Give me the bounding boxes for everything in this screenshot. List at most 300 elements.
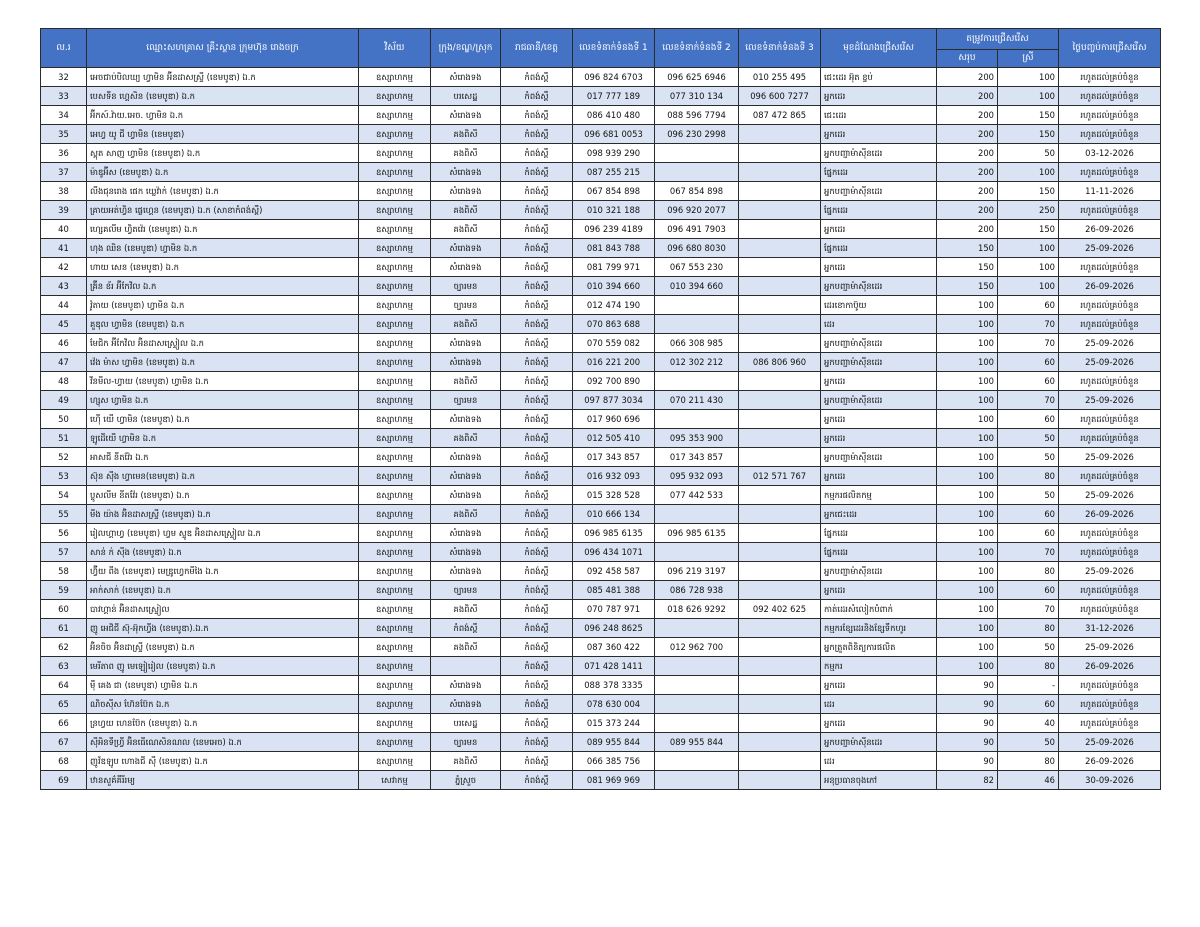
total-count-cell: 90 (937, 714, 998, 733)
sector-cell: ឧស្សាហកម្ម (359, 163, 431, 182)
position-cell: អ្នកដេរ (821, 87, 937, 106)
position-cell: អ្នកដេរ (821, 714, 937, 733)
sector-cell: ឧស្សាហកម្ម (359, 505, 431, 524)
row-number-cell: 38 (41, 182, 87, 201)
table-row (41, 714, 1161, 733)
row-number-cell: 44 (41, 296, 87, 315)
district-cell: សំរោងទង (431, 486, 501, 505)
sector-cell: ឧស្សាហកម្ម (359, 676, 431, 695)
province-cell: កំពង់ស្ពឺ (501, 258, 573, 277)
sector-cell: ឧស្សាហកម្ម (359, 733, 431, 752)
position-cell: អ្នកដេរ (821, 429, 937, 448)
province-cell: កំពង់ស្ពឺ (501, 201, 573, 220)
female-count-cell: 250 (998, 201, 1059, 220)
position-cell: ផ្នែកដេរ (821, 201, 937, 220)
total-count-cell: 150 (937, 277, 998, 296)
female-count-cell: 100 (998, 163, 1059, 182)
province-cell: កំពង់ស្ពឺ (501, 562, 573, 581)
sector-cell: ឧស្សាហកម្ម (359, 125, 431, 144)
phone-2-cell: 067 553 230 (655, 258, 739, 277)
phone-1-cell: 096 985 6135 (573, 524, 655, 543)
phone-2-cell (655, 752, 739, 771)
phone-2-cell (655, 657, 739, 676)
phone-3-cell (739, 771, 821, 790)
phone-3-cell: 010 255 495 (739, 68, 821, 87)
phone-3-cell (739, 429, 821, 448)
phone-3-cell (739, 676, 821, 695)
phone-3-cell (739, 125, 821, 144)
sector-cell: ឧស្សាហកម្ម (359, 714, 431, 733)
position-cell: កម្មករខ្សែដេរនិងខ្សែទឹកហូរ (821, 619, 937, 638)
district-cell: សំរោងទង (431, 106, 501, 125)
company-name-cell: វីនមីល-ហ្វាយ (ខេមបូឌា) ហ្វាមិន ឯ.ក (87, 372, 359, 391)
table-row (41, 600, 1161, 619)
total-count-cell: 200 (937, 182, 998, 201)
total-count-cell: 90 (937, 752, 998, 771)
sector-cell: ឧស្សាហកម្ម (359, 106, 431, 125)
phone-3-cell (739, 277, 821, 296)
total-count-cell: 100 (937, 448, 998, 467)
col-header-province: រាជធានី/ខេត្ត (501, 29, 573, 68)
phone-3-cell (739, 239, 821, 258)
phone-1-cell: 017 960 696 (573, 410, 655, 429)
col-header-need: តម្រូវការជ្រើសរើស (937, 29, 1059, 50)
deadline-cell: រហូតដល់គ្រប់ចំនួន (1059, 68, 1161, 87)
deadline-cell: រហូតដល់គ្រប់ចំនួន (1059, 201, 1161, 220)
table-row (41, 581, 1161, 600)
row-number-cell: 48 (41, 372, 87, 391)
row-number-cell: 53 (41, 467, 87, 486)
phone-1-cell: 012 505 410 (573, 429, 655, 448)
female-count-cell: 60 (998, 372, 1059, 391)
province-cell: កំពង់ស្ពឺ (501, 220, 573, 239)
deadline-cell: 25-09-2026 (1059, 448, 1161, 467)
total-count-cell: 200 (937, 201, 998, 220)
total-count-cell: 100 (937, 638, 998, 657)
company-name-cell: ម៉ាឌូអ៊ីស (ខេមបូឌា) ឯ.ក (87, 163, 359, 182)
table-row (41, 524, 1161, 543)
position-cell: អ្នកបញ្ជាម៉ាស៊ីនដេរ (821, 277, 937, 296)
row-number-cell: 41 (41, 239, 87, 258)
phone-1-cell: 017 777 189 (573, 87, 655, 106)
sector-cell: ឧស្សាហកម្ម (359, 372, 431, 391)
table-row (41, 182, 1161, 201)
company-name-cell: ន្រហ្វយ ហេនប៊ែក (ខេមបូឌា) ឯ.ក (87, 714, 359, 733)
female-count-cell: 70 (998, 543, 1059, 562)
phone-2-cell: 086 728 938 (655, 581, 739, 600)
sector-cell: ឧស្សាហកម្ម (359, 277, 431, 296)
province-cell: កំពង់ស្ពឺ (501, 182, 573, 201)
phone-1-cell: 096 681 0053 (573, 125, 655, 144)
table-row (41, 220, 1161, 239)
phone-2-cell (655, 771, 739, 790)
phone-1-cell: 015 373 244 (573, 714, 655, 733)
company-name-cell: វ៉េង ម៉ាស ហ្វាមិន (ខេមបូឌា) ឯ.ក (87, 353, 359, 372)
phone-2-cell: 067 854 898 (655, 182, 739, 201)
district-cell: សំរោងទង (431, 467, 501, 486)
company-name-cell: ហ្វ៊ីយ ពីង (ខេមបូឌា) មេឌ្រូហ្វេកមីងៃ ឯ.ក (87, 562, 359, 581)
total-count-cell: 100 (937, 524, 998, 543)
phone-2-cell: 096 985 6135 (655, 524, 739, 543)
company-name-cell: វ៉ូតាយ (ខេមបូឌា) ហ្វាមិន ឯ.ក (87, 296, 359, 315)
phone-3-cell (739, 752, 821, 771)
phone-1-cell: 085 481 388 (573, 581, 655, 600)
deadline-cell: 26-09-2026 (1059, 220, 1161, 239)
phone-1-cell: 067 854 898 (573, 182, 655, 201)
phone-1-cell: 016 221 200 (573, 353, 655, 372)
sector-cell: ឧស្សាហកម្ម (359, 524, 431, 543)
company-name-cell: ស្ពុត សាញ ហ្វាមិន (ខេមបូឌា) ឯ.ក (87, 144, 359, 163)
total-count-cell: 82 (937, 771, 998, 790)
phone-1-cell: 081 799 971 (573, 258, 655, 277)
deadline-cell: 30-09-2026 (1059, 771, 1161, 790)
table-row (41, 695, 1161, 714)
deadline-cell: រហូតដល់គ្រប់ចំនួន (1059, 600, 1161, 619)
deadline-cell: រហូតដល់គ្រប់ចំនួន (1059, 714, 1161, 733)
phone-3-cell (739, 296, 821, 315)
province-cell: កំពង់ស្ពឺ (501, 239, 573, 258)
position-cell: អ្នកដេរ (821, 581, 937, 600)
table-row (41, 106, 1161, 125)
table-row (41, 752, 1161, 771)
female-count-cell: 60 (998, 410, 1059, 429)
province-cell: កំពង់ស្ពឺ (501, 638, 573, 657)
table-row (41, 163, 1161, 182)
col-header-phone1: លេខទំនាក់ទំនងទី 1 (573, 29, 655, 68)
sector-cell: ឧស្សាហកម្ម (359, 220, 431, 239)
position-cell: ផ្នែកដេរ (821, 239, 937, 258)
province-cell: កំពង់ស្ពឺ (501, 771, 573, 790)
row-number-cell: 65 (41, 695, 87, 714)
province-cell: កំពង់ស្ពឺ (501, 391, 573, 410)
phone-2-cell: 012 962 700 (655, 638, 739, 657)
sector-cell: ឧស្សាហកម្ម (359, 543, 431, 562)
phone-2-cell (655, 315, 739, 334)
female-count-cell: 70 (998, 600, 1059, 619)
phone-2-cell (655, 714, 739, 733)
col-header-district: ក្រុង/ខណ្ឌ/ស្រុក (431, 29, 501, 68)
table-row (41, 87, 1161, 106)
position-cell: ដេរ (821, 695, 937, 714)
phone-2-cell: 077 442 533 (655, 486, 739, 505)
phone-2-cell: 088 596 7794 (655, 106, 739, 125)
company-name-cell: អ៊ិនចិច អ៊ិនដាស្ទ្រី (ខេមបូឌា) ឯ.ក (87, 638, 359, 657)
company-name-cell: ឡូដើយើ ហ្វាមិន ឯ.ក (87, 429, 359, 448)
total-count-cell: 100 (937, 315, 998, 334)
phone-2-cell: 012 302 212 (655, 353, 739, 372)
district-cell: គងពិសី (431, 372, 501, 391)
row-number-cell: 39 (41, 201, 87, 220)
row-number-cell: 55 (41, 505, 87, 524)
female-count-cell: 70 (998, 391, 1059, 410)
province-cell: កំពង់ស្ពឺ (501, 752, 573, 771)
col-header-phone3: លេខទំនាក់ទំនងទី 3 (739, 29, 821, 68)
province-cell: កំពង់ស្ពឺ (501, 372, 573, 391)
deadline-cell: 25-09-2026 (1059, 562, 1161, 581)
sector-cell: ឧស្សាហកម្ម (359, 239, 431, 258)
header-row-1 (41, 29, 1161, 50)
phone-3-cell: 092 402 625 (739, 600, 821, 619)
phone-3-cell (739, 448, 821, 467)
phone-3-cell (739, 258, 821, 277)
district-cell: គងពិសី (431, 201, 501, 220)
phone-2-cell: 070 211 430 (655, 391, 739, 410)
female-count-cell: 60 (998, 581, 1059, 600)
phone-3-cell (739, 144, 821, 163)
total-count-cell: 100 (937, 657, 998, 676)
total-count-cell: 100 (937, 429, 998, 448)
phone-2-cell (655, 676, 739, 695)
female-count-cell: 80 (998, 562, 1059, 581)
company-name-cell: ញូ អេជិជី ស៊ុ-អ៊ុកហ្វីង (ខេមបូឌា).ឯ.ក (87, 619, 359, 638)
company-name-cell: អាសជី នីតវ៉ែរ ឯ.ក (87, 448, 359, 467)
sector-cell: ឧស្សាហកម្ម (359, 258, 431, 277)
province-cell: កំពង់ស្ពឺ (501, 524, 573, 543)
phone-3-cell: 096 600 7277 (739, 87, 821, 106)
district-cell: គងពិសី (431, 752, 501, 771)
deadline-cell: រហូតដល់គ្រប់ចំនួន (1059, 581, 1161, 600)
deadline-cell: រហូតដល់គ្រប់ចំនួន (1059, 524, 1161, 543)
deadline-cell: 25-09-2026 (1059, 391, 1161, 410)
position-cell: ផ្នែកដេរ (821, 543, 937, 562)
position-cell: ផ្នែកដេរ (821, 163, 937, 182)
female-count-cell: 80 (998, 467, 1059, 486)
province-cell: កំពង់ស្ពឺ (501, 334, 573, 353)
phone-1-cell: 087 360 422 (573, 638, 655, 657)
table-body (41, 68, 1161, 790)
province-cell: កំពង់ស្ពឺ (501, 163, 573, 182)
phone-2-cell: 017 343 857 (655, 448, 739, 467)
total-count-cell: 200 (937, 106, 998, 125)
deadline-cell: រហូតដល់គ្រប់ចំនួន (1059, 543, 1161, 562)
phone-1-cell: 081 969 969 (573, 771, 655, 790)
female-count-cell: 60 (998, 296, 1059, 315)
position-cell: ផ្នែកដេរ (821, 524, 937, 543)
province-cell: កំពង់ស្ពឺ (501, 600, 573, 619)
company-name-cell: អេហ្វ យូ ជី ហ្វាមិន (ខេមបូឌា) (87, 125, 359, 144)
position-cell: ដេរ (821, 315, 937, 334)
sector-cell: ឧស្សាហកម្ម (359, 201, 431, 220)
total-count-cell: 100 (937, 353, 998, 372)
deadline-cell: 11-11-2026 (1059, 182, 1161, 201)
position-cell: ជេះដេរ (821, 106, 937, 125)
phone-1-cell: 087 255 215 (573, 163, 655, 182)
province-cell: កំពង់ស្ពឺ (501, 429, 573, 448)
deadline-cell: រហូតដល់គ្រប់ចំនួន (1059, 125, 1161, 144)
female-count-cell: 60 (998, 353, 1059, 372)
deadline-cell: 31-12-2026 (1059, 619, 1161, 638)
female-count-cell: 60 (998, 695, 1059, 714)
sector-cell: ឧស្សាហកម្ម (359, 410, 431, 429)
company-name-cell: មីង យ៉ាង អ៊ិនដាសស្ទ្រី (ខេមបូឌា) ឯ.ក (87, 505, 359, 524)
col-header-deadline: ថ្ងៃបញ្ចប់ការជ្រើសរើស (1059, 29, 1161, 68)
district-cell: សំរោងទង (431, 410, 501, 429)
phone-1-cell: 017 343 857 (573, 448, 655, 467)
row-number-cell: 62 (41, 638, 87, 657)
district-cell (431, 657, 501, 676)
table-row (41, 429, 1161, 448)
total-count-cell: 90 (937, 676, 998, 695)
phone-1-cell: 066 385 756 (573, 752, 655, 771)
district-cell: សំរោងទង (431, 543, 501, 562)
table-row (41, 771, 1161, 790)
province-cell: កំពង់ស្ពឺ (501, 505, 573, 524)
sector-cell: ឧស្សាហកម្ម (359, 296, 431, 315)
phone-1-cell: 089 955 844 (573, 733, 655, 752)
table-row (41, 467, 1161, 486)
phone-2-cell: 096 680 8030 (655, 239, 739, 258)
phone-1-cell: 088 378 3335 (573, 676, 655, 695)
deadline-cell: រហូតដល់គ្រប់ចំនួន (1059, 258, 1161, 277)
total-count-cell: 100 (937, 467, 998, 486)
sector-cell: ឧស្សាហកម្ម (359, 391, 431, 410)
deadline-cell: រហូតដល់គ្រប់ចំនួន (1059, 695, 1161, 714)
col-header-position: មុខដំណែងជ្រើសរើស (821, 29, 937, 68)
row-number-cell: 50 (41, 410, 87, 429)
position-cell: ដេរ (821, 752, 937, 771)
position-cell: អ្នកបញ្ជាម៉ាស៊ីនដេរ (821, 334, 937, 353)
phone-1-cell: 015 328 528 (573, 486, 655, 505)
sector-cell: ឧស្សាហកម្ម (359, 467, 431, 486)
deadline-cell: រហូតដល់គ្រប់ចំនួន (1059, 315, 1161, 334)
deadline-cell: រហូតដល់គ្រប់ចំនួន (1059, 429, 1161, 448)
position-cell: អ្នកបញ្ជាម៉ាស៊ីនដេរ (821, 353, 937, 372)
phone-1-cell: 010 666 134 (573, 505, 655, 524)
district-cell: សំរោងទង (431, 182, 501, 201)
table-row (41, 315, 1161, 334)
province-cell: កំពង់ស្ពឺ (501, 296, 573, 315)
total-count-cell: 100 (937, 505, 998, 524)
position-cell: អនុប្រធានចុងភៅ (821, 771, 937, 790)
position-cell: កម្មករផលិតកម្ម (821, 486, 937, 505)
deadline-cell: 26-09-2026 (1059, 505, 1161, 524)
phone-1-cell: 070 863 688 (573, 315, 655, 334)
table-row (41, 448, 1161, 467)
position-cell: អ្នកបញ្ជាម៉ាស៊ីនដេរ (821, 733, 937, 752)
row-number-cell: 35 (41, 125, 87, 144)
sector-cell: ឧស្សាហកម្ម (359, 182, 431, 201)
deadline-cell: 03-12-2026 (1059, 144, 1161, 163)
female-count-cell: 150 (998, 106, 1059, 125)
row-number-cell: 56 (41, 524, 87, 543)
row-number-cell: 57 (41, 543, 87, 562)
phone-2-cell: 096 625 6946 (655, 68, 739, 87)
district-cell: សំរោងទង (431, 163, 501, 182)
female-count-cell: 80 (998, 752, 1059, 771)
table-row (41, 733, 1161, 752)
sector-cell: ឧស្សាហកម្ម (359, 619, 431, 638)
col-header-total: សរុប (937, 50, 998, 68)
total-count-cell: 200 (937, 87, 998, 106)
district-cell: កំពង់ស្ពឺ (431, 619, 501, 638)
row-number-cell: 51 (41, 429, 87, 448)
company-name-cell: ម៉ឺ គេង ជា (ខេមបូឌា) ហ្វាមិន ឯ.ក (87, 676, 359, 695)
phone-2-cell (655, 619, 739, 638)
total-count-cell: 200 (937, 68, 998, 87)
phone-1-cell: 081 843 788 (573, 239, 655, 258)
row-number-cell: 63 (41, 657, 87, 676)
district-cell: សំរោងទង (431, 562, 501, 581)
district-cell: សំរោងទង (431, 68, 501, 87)
female-count-cell: 100 (998, 87, 1059, 106)
district-cell: គងពិសី (431, 220, 501, 239)
sector-cell: ឧស្សាហកម្ម (359, 334, 431, 353)
female-count-cell: 100 (998, 239, 1059, 258)
row-number-cell: 34 (41, 106, 87, 125)
female-count-cell: 70 (998, 334, 1059, 353)
district-cell: ច្បារមន (431, 391, 501, 410)
district-cell: សំរោងទង (431, 695, 501, 714)
company-name-cell: មែជិក អ៊ីកែវិល អ៊ិនដាសស្ទ្រៀល ឯ.ក (87, 334, 359, 353)
district-cell: សំរោងទង (431, 258, 501, 277)
female-count-cell: 100 (998, 258, 1059, 277)
table-row (41, 239, 1161, 258)
sector-cell: ឧស្សាហកម្ម (359, 315, 431, 334)
phone-3-cell: 012 571 767 (739, 467, 821, 486)
company-name-cell: លីងជុនរោង ផេក ឃ្លេវ៉ាក់ (ខេមបូឌា) ឯ.ក (87, 182, 359, 201)
position-cell: អ្នកបញ្ជាម៉ាស៊ីនដេរ (821, 448, 937, 467)
province-cell: កំពង់ស្ពឺ (501, 87, 573, 106)
sector-cell: ឧស្សាហកម្ម (359, 486, 431, 505)
total-count-cell: 100 (937, 600, 998, 619)
province-cell: កំពង់ស្ពឺ (501, 410, 573, 429)
sector-cell: ឧស្សាហកម្ម (359, 429, 431, 448)
phone-3-cell (739, 695, 821, 714)
phone-3-cell (739, 638, 821, 657)
phone-2-cell: 010 394 660 (655, 277, 739, 296)
total-count-cell: 90 (937, 695, 998, 714)
position-cell: អ្នកដេរ (821, 676, 937, 695)
province-cell: កំពង់ស្ពឺ (501, 277, 573, 296)
phone-2-cell: 096 920 2077 (655, 201, 739, 220)
province-cell: កំពង់ស្ពឺ (501, 486, 573, 505)
sector-cell: ឧស្សាហកម្ម (359, 752, 431, 771)
district-cell: គងពិសី (431, 429, 501, 448)
company-name-cell: បាវហ្គាន់ អ៊ិនដាសស្ទ្រៀល (87, 600, 359, 619)
deadline-cell: រហូតដល់គ្រប់ចំនួន (1059, 467, 1161, 486)
total-count-cell: 100 (937, 581, 998, 600)
company-name-cell: ស៊ីអិនទីហ្វ្រី អ៊ិនធើណេសិនណល (ខេមអេច) ឯ.ក (87, 733, 359, 752)
district-cell: សំរោងទង (431, 334, 501, 353)
table-row (41, 410, 1161, 429)
phone-3-cell (739, 486, 821, 505)
deadline-cell: 25-09-2026 (1059, 334, 1161, 353)
phone-3-cell (739, 182, 821, 201)
sector-cell: ឧស្សាហកម្ម (359, 581, 431, 600)
deadline-cell: រហូតដល់គ្រប់ចំនួន (1059, 163, 1161, 182)
province-cell: កំពង់ស្ពឺ (501, 695, 573, 714)
company-name-cell: ហ៊ើ យើ ហ្វាមិន (ខេមបូឌា) ឯ.ក (87, 410, 359, 429)
row-number-cell: 37 (41, 163, 87, 182)
sector-cell: ឧស្សាហកម្ម (359, 638, 431, 657)
female-count-cell: 80 (998, 657, 1059, 676)
row-number-cell: 60 (41, 600, 87, 619)
phone-3-cell (739, 581, 821, 600)
company-name-cell: ស៊ុន ស៊ីង ហ្វាមេន(ខេមបូឌា) ឯ.ក (87, 467, 359, 486)
company-name-cell: ណិចស៊ីស ហ៊ែនប៊ែក ឯ.ក (87, 695, 359, 714)
deadline-cell: រហូតដល់គ្រប់ចំនួន (1059, 106, 1161, 125)
total-count-cell: 200 (937, 220, 998, 239)
phone-3-cell (739, 562, 821, 581)
district-cell: សំរោងទង (431, 524, 501, 543)
district-cell: បរសេដ្ឋ (431, 87, 501, 106)
district-cell: ច្បារមន (431, 277, 501, 296)
company-name-cell: រៀលហ្គាហ្វ (ខេមបូឌា) ហ្វម ស្ទូឌ អ៊ិនដាសស្ទ្រៀល ឯ.ក (87, 524, 359, 543)
phone-1-cell: 078 630 004 (573, 695, 655, 714)
company-name-cell: ឋានសួគ៌គីរីរម្យ (87, 771, 359, 790)
company-name-cell: បេសទីន ហ្គេសិន (ខេមបូឌា) ឯ.ក (87, 87, 359, 106)
row-number-cell: 33 (41, 87, 87, 106)
